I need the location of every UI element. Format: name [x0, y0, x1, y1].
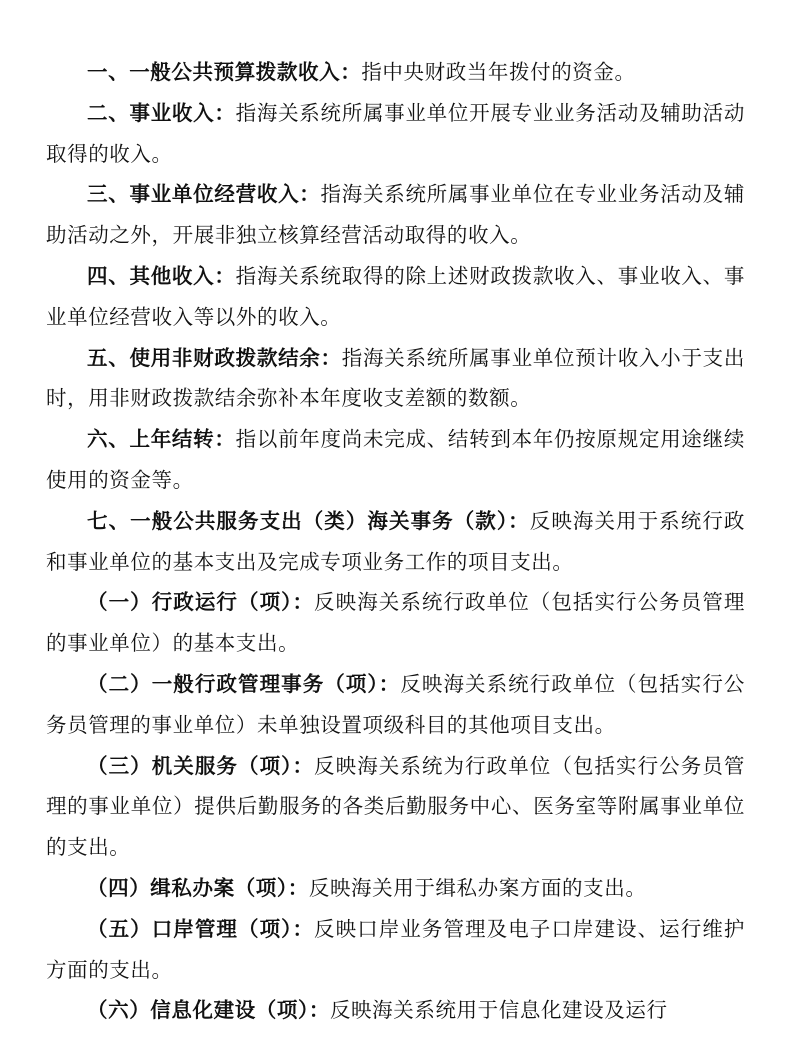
paragraph-business-income: [46, 93, 745, 175]
paragraph-it-construction: [46, 990, 745, 1031]
term-heading: 五、使用非财政拨款结余：: [87, 345, 342, 370]
paragraph-prior-year-carryover: [46, 419, 745, 501]
term-heading: 二、事业收入：: [87, 100, 236, 125]
term-definition: 反映口岸业务管理及电子口岸建设、运行维护方面的支出。: [46, 916, 746, 982]
paragraph-operating-income: [46, 174, 745, 256]
term-definition: 指中央财政当年拨付的资金。: [361, 60, 636, 84]
paragraph-agency-services: [46, 746, 745, 868]
paragraph-anti-smuggling: [46, 868, 745, 909]
term-definition: 指海关系统所属事业单位在专业业务活动及辅助活动之外，开展非独立核算经营活动取得的收入。: [46, 182, 745, 248]
term-definition: 反映海关用于缉私办案方面的支出。: [308, 875, 647, 900]
term-definition: 指海关系统所属事业单位开展专业业务活动及辅助活动取得的收入。: [46, 100, 745, 166]
term-definition: 反映海关系统为行政单位（包括实行公务员管理的事业单位）提供后勤服务的各类后勤服务中心、医务室等附属事业单位的支出。: [46, 753, 746, 860]
term-heading: （六）信息化建设（项）：: [87, 998, 330, 1023]
term-definition: 指以前年度尚未完成、结转到本年仍按原规定用途继续使用的资金等。: [46, 427, 745, 492]
paragraph-port-management: [46, 909, 745, 991]
term-heading: （三）机关服务（项）：: [87, 753, 315, 778]
paragraph-general-administration: [46, 664, 745, 746]
paragraph-budget-allocation-income: [46, 52, 745, 93]
paragraph-non-fiscal-surplus: [46, 338, 745, 420]
term-heading: （四）缉私办案（项）：: [87, 875, 309, 900]
term-definition: 指海关系统所属事业单位预计收入小于支出时，用非财政拨款结余弥补本年度收支差额的数额。: [46, 345, 745, 411]
term-heading: 三、事业单位经营收入：: [87, 182, 321, 207]
paragraph-administrative-operation: [46, 582, 745, 664]
term-heading: （五）口岸管理（项）：: [87, 916, 315, 941]
term-definition: 反映海关系统用于信息化建设及运行: [329, 998, 668, 1023]
term-heading: 七、一般公共服务支出（类）海关事务（款）：: [87, 508, 530, 533]
term-heading: （一）行政运行（项）：: [87, 590, 315, 615]
term-definition: 反映海关系统行政单位（包括实行公务员管理的事业单位）的基本支出。: [46, 590, 746, 656]
term-definition: 指海关系统取得的除上述财政拨款收入、事业收入、事业单位经营收入等以外的收入。: [46, 263, 745, 329]
term-heading: （二）一般行政管理事务（项）：: [87, 671, 401, 696]
term-definition: 反映海关用于系统行政和事业单位的基本支出及完成专项业务工作的项目支出。: [46, 508, 745, 574]
term-heading: 四、其他收入：: [87, 263, 236, 288]
paragraph-customs-affairs: [46, 501, 745, 583]
term-heading: 一、一般公共预算拨款收入：: [87, 60, 362, 84]
paragraph-other-income: [46, 256, 745, 338]
term-heading: 六、上年结转：: [87, 427, 236, 452]
term-definition: 反映海关系统行政单位（包括实行公务员管理的事业单位）未单独设置项级科目的其他项目支出。: [46, 671, 745, 737]
